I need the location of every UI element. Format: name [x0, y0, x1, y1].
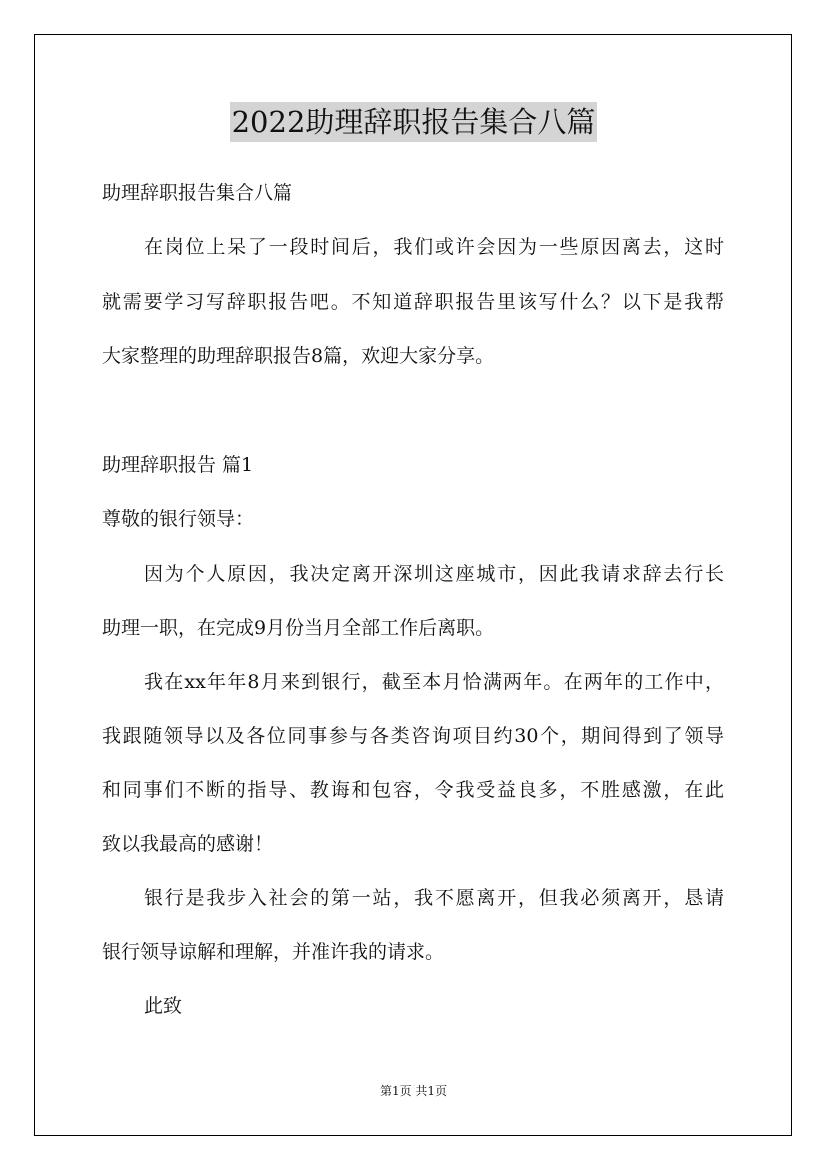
paragraph1-line-1: 因为个人原因，我决定离开深圳这座城市，因此我请求辞去行长 [144, 563, 724, 585]
section-heading: 助理辞职报告 篇1 [102, 454, 254, 476]
paragraph2-line-3: 和同事们不断的指导、教诲和包容，令我受益良多，不胜感激，在此 [102, 779, 724, 801]
document-subtitle: 助理辞职报告集合八篇 [102, 182, 293, 204]
paragraph2-line-2: 我跟随领导以及各位同事参与各类咨询项目约30个，期间得到了领导 [102, 725, 724, 747]
paragraph3-line-1: 银行是我步入社会的第一站，我不愿离开，但我必须离开，恳请 [144, 887, 724, 909]
paragraph2-line-4: 致以我最高的感谢！ [102, 833, 274, 855]
paragraph2-line-1: 我在xx年年8月来到银行，截至本月恰满两年。在两年的工作中， [144, 671, 724, 693]
intro-line-3: 大家整理的助理辞职报告8篇，欢迎大家分享。 [102, 345, 495, 367]
title-container [0, 102, 827, 142]
page-number-footer: 第1页 共1页 [379, 1084, 448, 1098]
document-title: 2022助理辞职报告集合八篇 [230, 102, 598, 142]
intro-line-1: 在岗位上呆了一段时间后，我们或许会因为一些原因离去，这时 [144, 236, 724, 258]
intro-line-2: 就需要学习写辞职报告吧。不知道辞职报告里该写什么？以下是我帮 [102, 291, 724, 313]
salutation: 尊敬的银行领导： [102, 508, 255, 530]
paragraph1-line-2: 助理一职，在完成9月份当月全部工作后离职。 [102, 617, 495, 639]
closing-line: 此致 [144, 995, 183, 1017]
paragraph3-line-2: 银行领导谅解和理解，并准许我的请求。 [102, 941, 445, 963]
